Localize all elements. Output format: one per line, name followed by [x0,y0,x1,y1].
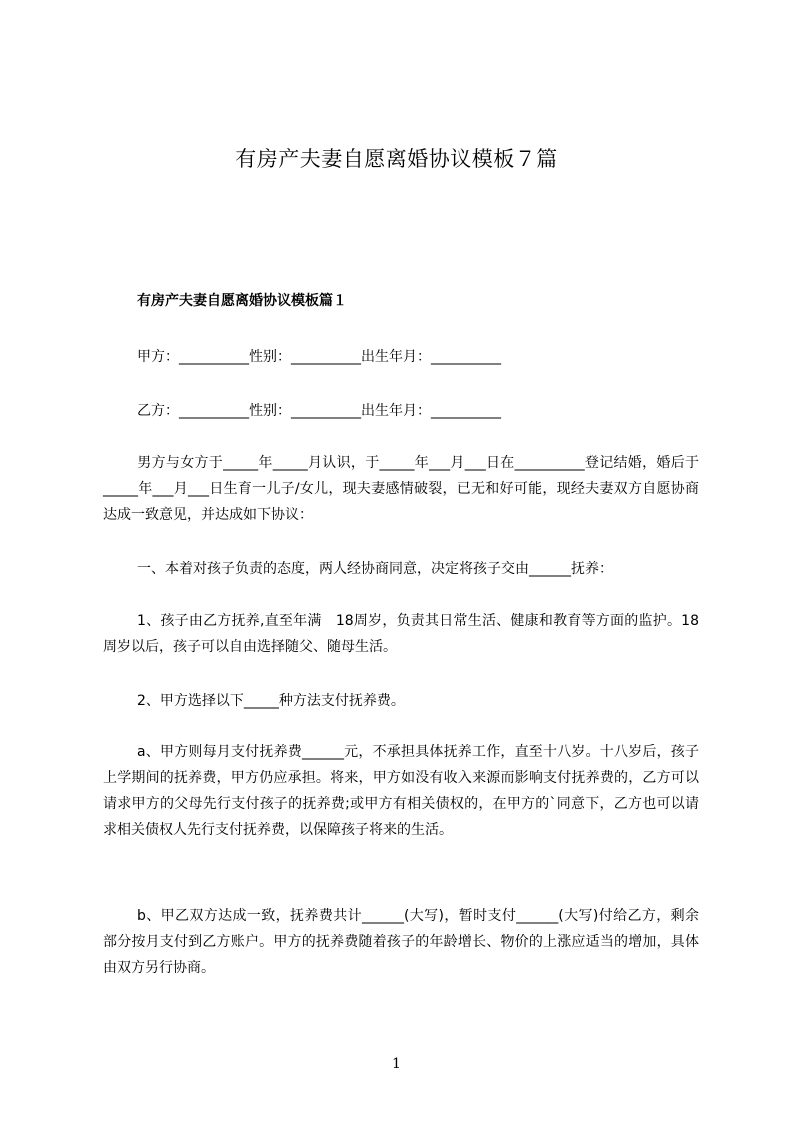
paragraph-text: a、甲方则每月支付抚养费______元，不承担具体抚养工作，直至十八岁。十八岁后，孩子上学期间的抚养费，甲方仍应承担。将来，甲方如没有收入来源而影响支付抚养费的，乙方可以请求甲方的父母先行支付孩子的抚养费;或甲方有相关债权的，在甲方的`同意下，乙方也可以请求相关债权人先行支付抚养费，以保障孩子将来的生活。 [103,744,699,838]
paragraph-item-1 [103,608,699,660]
paragraph-text: 男方与女方于_____年_____月认识，于_____年___月___日在__________登记结婚，婚后于_____年___月___日生育一儿子/女儿，现夫妻感情破裂，已无和好可能，现经夫妻双方自愿协商达成一致意见，并达成如下协议： [103,455,699,523]
section-heading: 有房产夫妻自愿离婚协议模板篇１ [137,293,347,309]
paragraph-item-2 [103,688,699,714]
page-number: 1 [392,1056,401,1072]
paragraph-option-b [103,903,699,981]
paragraph-clause-1 [103,556,699,582]
paragraph-text: b、甲乙双方达成一致，抚养费共计______(大写)，暂时支付______(大写)付给乙方，剩余部分按月支付到乙方账户。甲方的抚养费随着孩子的年龄增长、物价的上涨应适当的增加，具体由双方另行协商。 [103,908,699,976]
party-a-line: 甲方：__________性别：__________出生年月：__________ [137,349,501,365]
paragraph-text: 2、甲方选择以下_____种方法支付抚养费。 [137,693,405,709]
paragraph-option-a [103,739,699,843]
paragraph-text: 1、孩子由乙方抚养,直至年满 18周岁，负责其日常生活、健康和教育等方面的监护。18周岁以后，孩子可以自由选择随父、随母生活。 [103,613,699,655]
paragraph-intro [103,450,699,528]
document-title: 有房产夫妻自愿离婚协议模板７篇 [235,147,558,171]
paragraph-text: 一、本着对孩子负责的态度，两人经协商同意，决定将孩子交由______抚养： [137,561,613,577]
party-b-line: 乙方：__________性别：__________出生年月：__________ [137,403,501,419]
